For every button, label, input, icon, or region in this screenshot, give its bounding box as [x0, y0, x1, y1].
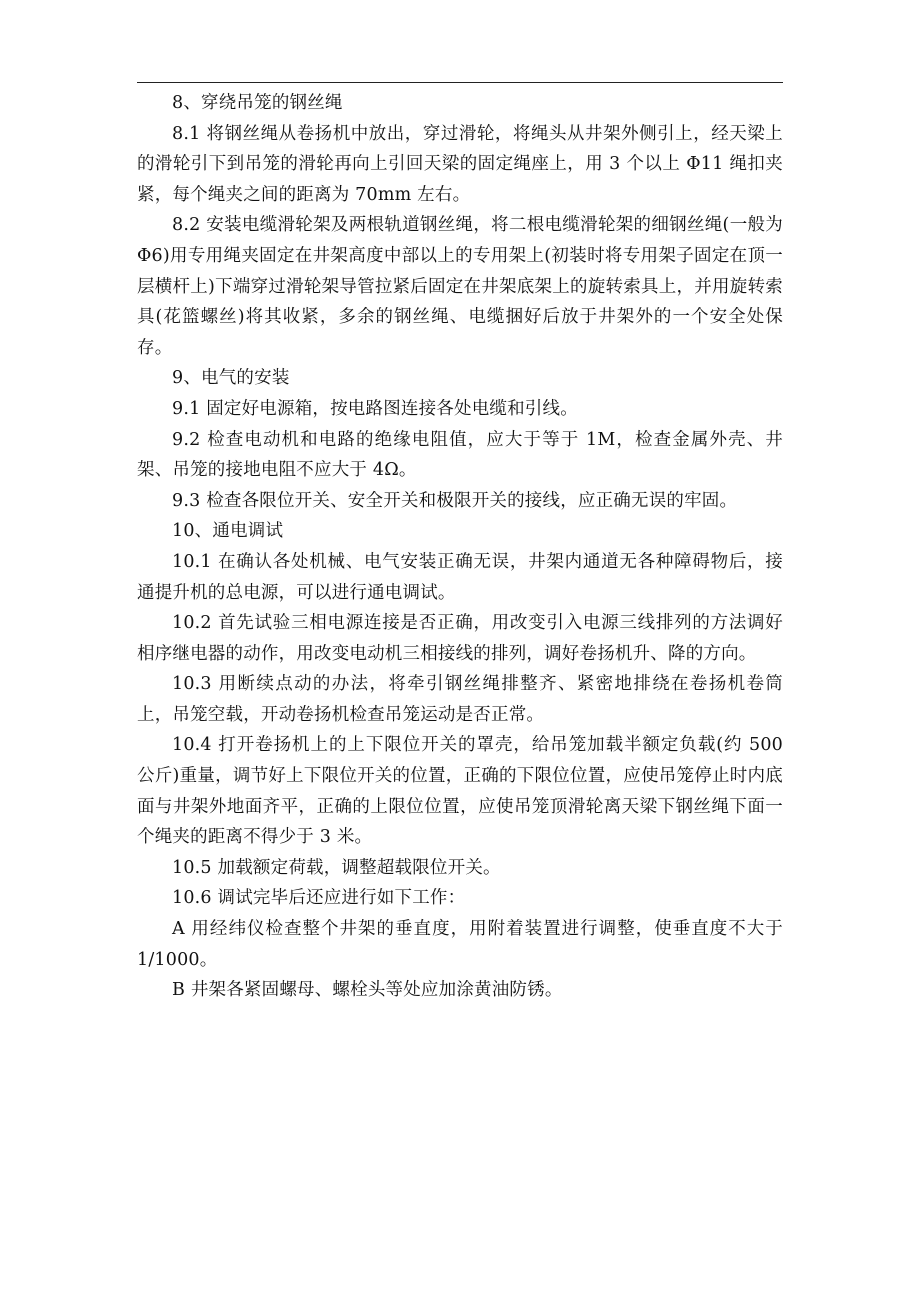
paragraph-item-b: B 井架各紧固螺母、螺栓头等处应加涂黄油防锈。 [172, 980, 563, 1001]
paragraph-9-3: 9.3 检查各限位开关、安全开关和极限开关的接线，应正确无误的牢固。 [172, 490, 738, 511]
paragraph-8-2: 8.2 安装电缆滑轮架及两根轨道钢丝绳，将二根电缆滑轮架的细钢丝绳(一般为 Φ6)用专用绳夹固定在井架高度中部以上的专用架上(初装时将专用架子固定在顶一层横杆上)下端穿过滑轮架导管拉紧后固定在井架底架上的旋转索具上，并用旋转索具(花篮螺丝)将其收紧，多余的钢丝绳、电缆捆好后放于井架外的一个安全处保存。 [137, 215, 783, 358]
paragraph-9-1: 9.1 固定好电源箱，按电路图连接各处电缆和引线。 [172, 398, 578, 419]
paragraph-10-2: 10.2 首先试验三相电源连接是否正确，用改变引入电源三线排列的方法调好相序继电器的动作，用改变电动机三相接线的排列，调好卷扬机升、降的方向。 [137, 613, 783, 664]
paragraph-10-4: 10.4 打开卷扬机上的上下限位开关的罩壳，给吊笼加载半额定负载(约 500 公斤)重量，调节好上下限位开关的位置，正确的下限位位置，应使吊笼停止时内底面与井架外地面齐平，正确的上限位位置，应使吊笼顶滑轮离天梁下钢丝绳下面一个绳夹的距离不得少于 3 米。 [137, 735, 783, 848]
paragraph-10-1: 10.1 在确认各处机械、电气安装正确无误，井架内通道无各种障碍物后，接通提升机的总电源，可以进行通电调试。 [137, 551, 783, 603]
paragraph-item-a: A 用经纬仪检查整个井架的垂直度，用附着装置进行调整，使垂直度不大于 1/1000。 [137, 919, 783, 970]
document-body [137, 88, 783, 1006]
paragraph-8-1: 8.1 将钢丝绳从卷扬机中放出，穿过滑轮，将绳头从井架外侧引上，经天梁上的滑轮引下到吊笼的滑轮再向上引回天梁的固定绳座上，用 3 个以上 Φ11 绳扣夹紧，每个绳夹之间的距离为 70mm 左右。 [137, 123, 783, 205]
section-heading-8: 8、穿绕吊笼的钢丝绳 [172, 93, 343, 113]
header-rule [137, 82, 783, 83]
paragraph-10-6: 10.6 调试完毕后还应进行如下工作： [172, 888, 466, 909]
section-heading-10: 10、通电调试 [172, 521, 284, 542]
paragraph-10-5: 10.5 加载额定荷载，调整超载限位开关。 [172, 857, 501, 878]
paragraph-9-2: 9.2 检查电动机和电路的绝缘电阻值，应大于等于 1M，检查金属外壳、井架、吊笼的接地电阻不应大于 4Ω。 [137, 429, 783, 481]
paragraph-10-3: 10.3 用断续点动的办法，将牵引钢丝绳排整齐、紧密地排绕在卷扬机卷筒上，吊笼空载，开动卷扬机检查吊笼运动是否正常。 [137, 674, 783, 725]
section-heading-9: 9、电气的安装 [172, 368, 290, 389]
